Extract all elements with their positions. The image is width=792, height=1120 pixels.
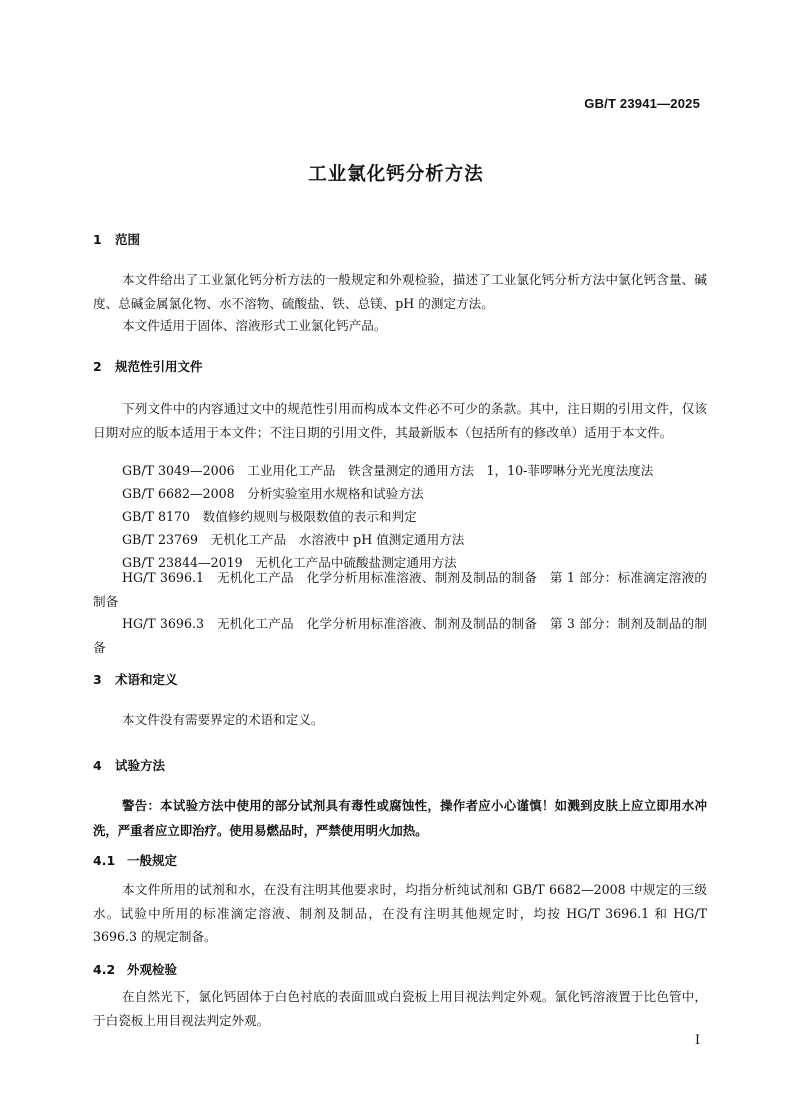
subsection-title: 外观检验 xyxy=(127,962,178,977)
section-number: 1 xyxy=(93,232,102,247)
subsection-4-1-heading xyxy=(93,853,177,869)
reference-item: GB/T 23844—2019 无机化工产品中硫酸盐测定通用方法 xyxy=(122,555,457,570)
subsection-4-2-paragraph: 在自然光下，氯化钙固体于白色衬底的表面皿或白瓷板上用目视法判定外观。氯化钙溶液置于比色管中，于白瓷板上用目视法判定外观。 xyxy=(93,989,707,1028)
subsection-4-2-heading xyxy=(93,962,177,978)
subsection-4-1-paragraph: 本文件所用的试剂和水，在没有注明其他要求时，均指分析纯试剂和 GB/T 6682—2008 中规定的三级水。试验中所用的标准滴定溶液、制剂及制品，在没有注明其他规定时，均按 HG/T 3696.1 和 HG/T 3696.3 的规定制备。 xyxy=(93,882,707,945)
warning-text: 警告：本试验方法中使用的部分试剂具有毒性或腐蚀性，操作者应小心谨慎！如溅到皮肤上应立即用水冲洗，严重者应立即治疗。使用易燃品时，严禁使用明火加热。 xyxy=(93,798,707,838)
section-number: 3 xyxy=(93,672,102,687)
reference-item: GB/T 23769 无机化工产品 水溶液中 pH 值测定通用方法 xyxy=(122,532,465,547)
section-1-paragraph-2: 本文件适用于固体、溶液形式工业氯化钙产品。 xyxy=(122,318,387,333)
subsection-title: 一般规定 xyxy=(127,853,178,868)
reference-item-hg-1: HG/T 3696.1 无机化工产品 化学分析用标准溶液、制剂及制品的制备 第 1 部分：标准滴定溶液的制备 xyxy=(93,570,707,609)
standard-number: GB/T 23941—2025 xyxy=(584,96,700,111)
section-title: 术语和定义 xyxy=(115,672,178,687)
reference-item: GB/T 8170 数值修约规则与极限数值的表示和判定 xyxy=(122,509,417,524)
section-2-intro: 下列文件中的内容通过文中的规范性引用而构成本文件必不可少的条款。其中，注日期的引用文件，仅该日期对应的版本适用于本文件；不注日期的引用文件，其最新版本（包括所有的修改单）适用于本文件。 xyxy=(93,401,707,440)
section-1-heading xyxy=(93,232,140,248)
section-title: 试验方法 xyxy=(115,758,166,773)
section-3-paragraph: 本文件没有需要界定的术语和定义。 xyxy=(122,712,324,727)
reference-item: GB/T 6682—2008 分析实验室用水规格和试验方法 xyxy=(122,486,424,501)
section-3-heading xyxy=(93,672,178,688)
section-2-heading xyxy=(93,359,203,375)
section-title: 范围 xyxy=(115,232,141,247)
reference-item: GB/T 3049—2006 工业用化工产品 铁含量测定的通用方法 1，10-菲啰啉分光光度法度法 xyxy=(122,463,654,478)
section-1-paragraph-1: 本文件给出了工业氯化钙分析方法的一般规定和外观检验，描述了工业氯化钙分析方法中氯化钙含量、碱度、总碱金属氯化物、水不溶物、硫酸盐、铁、总镁、pH 的测定方法。 xyxy=(93,272,707,311)
section-title: 规范性引用文件 xyxy=(115,359,203,374)
section-number: 2 xyxy=(93,359,102,374)
page-number: I xyxy=(695,1032,700,1047)
section-4-heading xyxy=(93,758,165,774)
subsection-number: 4.1 xyxy=(93,853,116,868)
section-number: 4 xyxy=(93,758,102,773)
document-title: 工业氯化钙分析方法 xyxy=(308,164,484,185)
reference-item-hg-3: HG/T 3696.3 无机化工产品 化学分析用标准溶液、制剂及制品的制备 第 3 部分：制剂及制品的制备 xyxy=(93,616,707,655)
subsection-number: 4.2 xyxy=(93,962,116,977)
